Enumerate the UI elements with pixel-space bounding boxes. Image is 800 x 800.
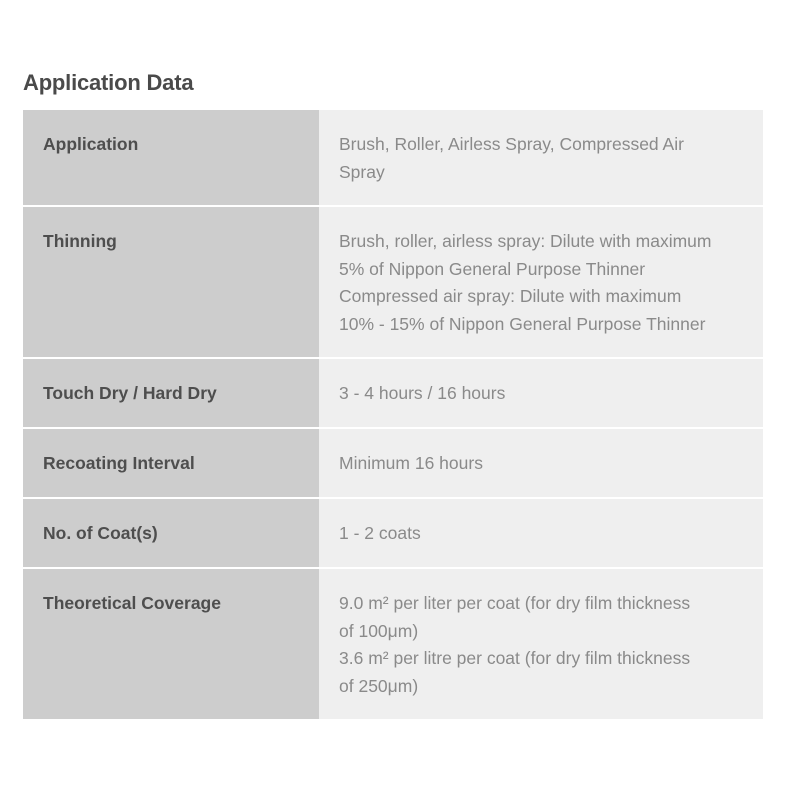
row-value-drying-time: [319, 358, 763, 428]
section-title: Application Data: [23, 70, 194, 95]
value-line: Brush, roller, airless spray: Dilute with maximum: [339, 231, 712, 251]
row-value-thinning: [319, 206, 763, 358]
value-line: 3 - 4 hours / 16 hours: [339, 383, 506, 403]
table-row-recoating-interval: [23, 428, 763, 498]
table-row-application: [23, 110, 763, 206]
value-line: 10% - 15% of Nippon General Purpose Thinner: [339, 313, 706, 334]
row-label-drying-time: Touch Dry / Hard Dry: [23, 358, 319, 428]
value-line: Spray: [339, 161, 385, 182]
table-row-number-of-coats: [23, 498, 763, 568]
row-value-application: [319, 110, 763, 206]
table-row-theoretical-coverage: [23, 568, 763, 719]
table-row-thinning: [23, 206, 763, 358]
row-value-number-of-coats: [319, 498, 763, 568]
value-line: of 250μm): [339, 675, 419, 696]
value-line: of 100μm): [339, 620, 419, 641]
value-line: 3.6 m² per litre per coat (for dry film thickness: [339, 648, 691, 668]
value-line: 9.0 m² per liter per coat (for dry film thickness: [339, 593, 691, 613]
value-line: Compressed air spray: Dilute with maximum: [339, 286, 682, 306]
row-label-application: Application: [23, 110, 319, 206]
row-label-number-of-coats: No. of Coat(s): [23, 498, 319, 568]
value-line: 5% of Nippon General Purpose Thinner: [339, 258, 646, 279]
value-line: Minimum 16 hours: [339, 453, 483, 473]
row-value-recoating-interval: [319, 428, 763, 498]
application-data-table: [23, 110, 763, 719]
row-label-theoretical-coverage: Theoretical Coverage: [23, 568, 319, 719]
row-label-recoating-interval: Recoating Interval: [23, 428, 319, 498]
table-row-drying-time: [23, 358, 763, 428]
value-line: Brush, Roller, Airless Spray, Compressed Air: [339, 134, 684, 154]
value-line: 1 - 2 coats: [339, 523, 421, 543]
row-value-theoretical-coverage: [319, 568, 763, 719]
row-label-thinning: Thinning: [23, 206, 319, 358]
